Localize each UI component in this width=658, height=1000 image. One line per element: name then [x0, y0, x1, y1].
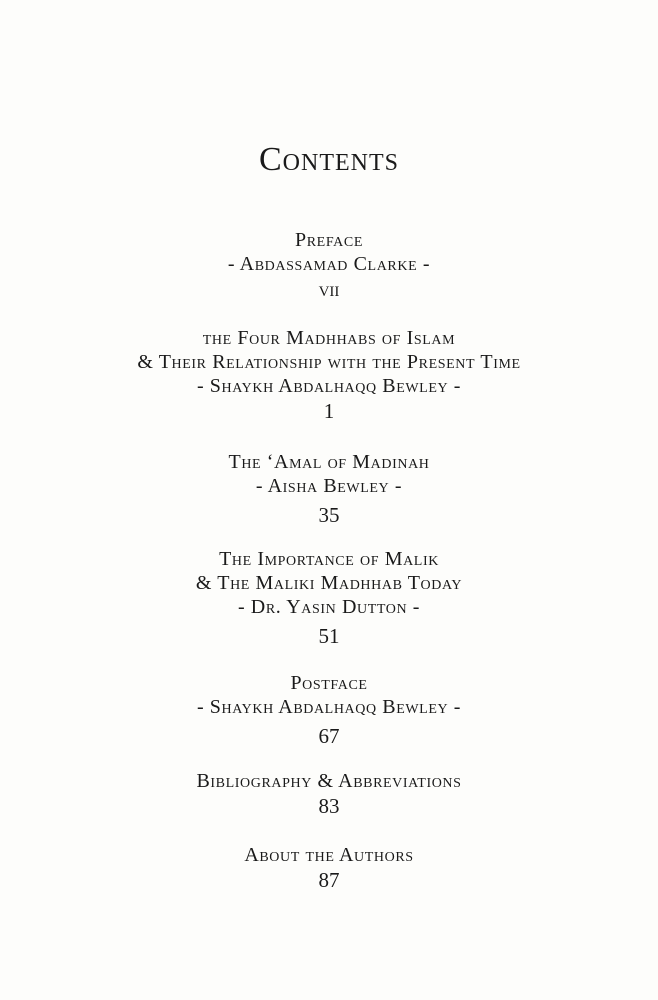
toc-entry-author: - Shaykh Abdalhaqq Bewley -: [196, 375, 462, 397]
toc-entry-title: The ‘Amal of Madinah: [228, 451, 430, 473]
toc-entry-page-number: 35: [318, 503, 340, 527]
page-title: Contents: [258, 141, 399, 178]
toc-entry-author: - Aisha Bewley -: [255, 475, 403, 497]
toc-entry-author: - Dr. Yasin Dutton -: [237, 596, 421, 618]
toc-entry-page-number: 87: [318, 868, 340, 892]
toc-entry-postface: [0, 671, 658, 749]
toc-entry-page-number: vii: [318, 277, 340, 301]
toc-entry-title-line-2: & Their Relationship with the Present Time: [137, 351, 521, 373]
toc-entry-preface: [0, 228, 658, 302]
toc-entry-title: Postface: [290, 672, 368, 694]
toc-entry-author: - Abdassamad Clarke -: [227, 253, 431, 275]
toc-entry-page-number: 51: [318, 624, 340, 648]
toc-entry-title: The Importance of Malik: [219, 548, 439, 570]
toc-entry-four-madhhabs: [0, 326, 658, 424]
toc-entry-author: - Shaykh Abdalhaqq Bewley -: [196, 696, 462, 718]
toc-entry-title: Preface: [295, 229, 363, 251]
toc-entry-about-the-authors: [0, 843, 658, 893]
toc-entry-importance-of-malik: [0, 547, 658, 649]
toc-entry-page-number: 67: [318, 724, 340, 748]
toc-entry-title: the Four Madhhabs of Islam: [202, 327, 456, 349]
toc-entry-title: About the Authors: [244, 844, 414, 866]
toc-entry-bibliography: [0, 769, 658, 819]
toc-entry-title: Bibliography & Abbreviations: [196, 770, 462, 792]
toc-entry-title-line-2: & The Maliki Madhhab Today: [195, 572, 463, 594]
toc-entry-amal-of-madinah: [0, 450, 658, 528]
toc-entry-page-number: 83: [318, 794, 340, 818]
toc-entry-page-number: 1: [323, 399, 335, 423]
